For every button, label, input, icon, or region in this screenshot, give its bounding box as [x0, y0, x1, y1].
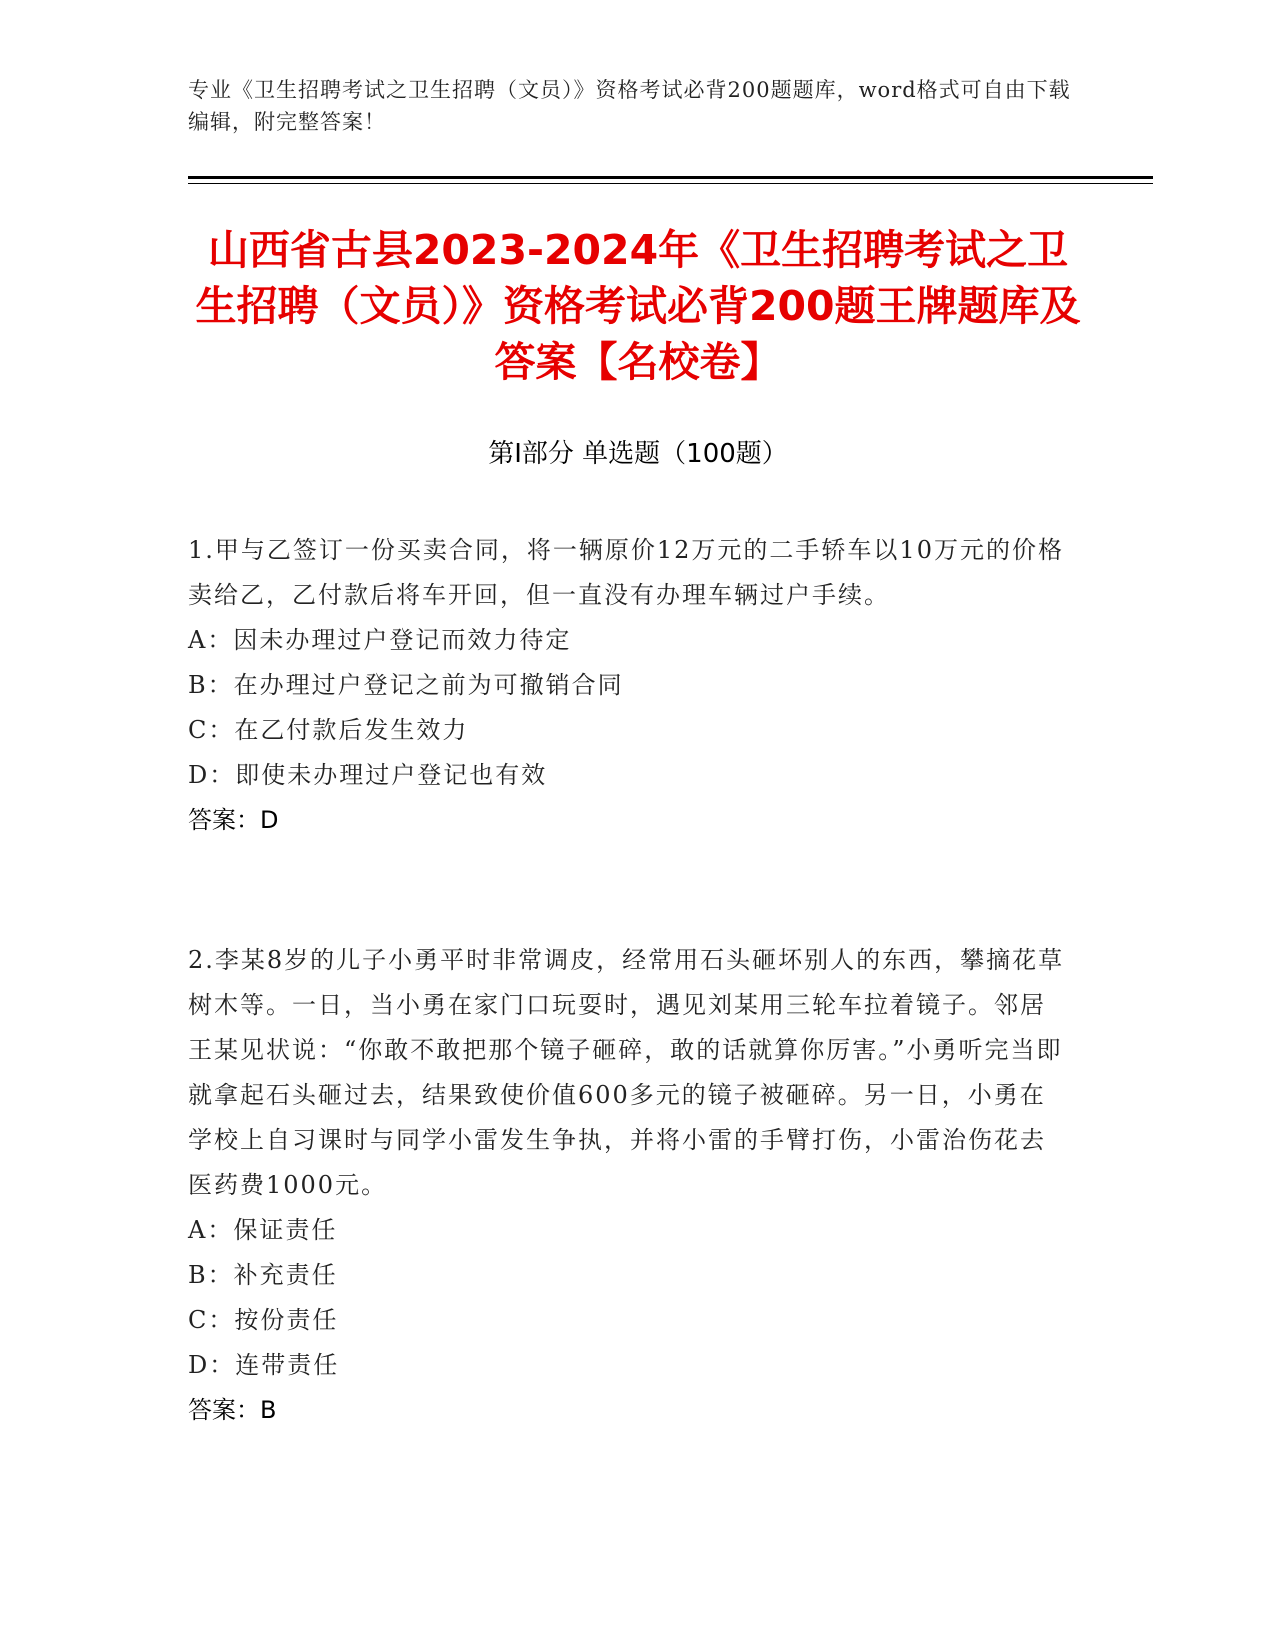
- option-a: A：保证责任: [188, 1216, 338, 1244]
- question-stem: 1.甲与乙签订一份买卖合同，将一辆原价12万元的二手轿车以10万元的价格卖给乙，乙付款后将车开回，但一直没有办理车辆过户手续。: [188, 536, 1064, 609]
- document-title: 山西省古县2023-2024年《卫生招聘考试之卫生招聘（文员）》资格考试必背200题王牌题库及答案【名校卷】: [195, 226, 1081, 386]
- header-divider-thin: [188, 183, 1153, 184]
- question-block: [188, 528, 1068, 843]
- option-b: B：补充责任: [188, 1261, 338, 1289]
- question-block: [188, 938, 1068, 1433]
- section-heading: 第Ⅰ部分 单选题（100题）: [488, 439, 788, 469]
- header-divider-thick: [188, 176, 1153, 179]
- option-a: A：因未办理过户登记而效力待定: [188, 626, 572, 654]
- answer-line: 答案：B: [188, 1396, 277, 1424]
- option-d: D：连带责任: [188, 1351, 340, 1379]
- option-d: D：即使未办理过户登记也有效: [188, 761, 548, 789]
- answer-line: 答案：D: [188, 806, 279, 834]
- option-b: B：在办理过户登记之前为可撤销合同: [188, 671, 624, 699]
- header-note: 专业《卫生招聘考试之卫生招聘（文员）》资格考试必背200题题库，word格式可自由下载编辑，附完整答案！: [188, 78, 1071, 134]
- option-c: C：在乙付款后发生效力: [188, 716, 469, 744]
- question-stem: 2.李某8岁的儿子小勇平时非常调皮，经常用石头砸坏别人的东西，攀摘花草树木等。一日，当小勇在家门口玩耍时，遇见刘某用三轮车拉着镜子。邻居王某见状说：“你敢不敢把那个镜子砸碎，敢的话就算你厉害。”小勇听完当即就拿起石头砸过去，结果致使价值600多元的镜子被砸碎。另一日，小勇在学校上自习课时与同学小雷发生争执，并将小雷的手臂打伤，小雷治伤花去医药费1000元。: [188, 946, 1065, 1199]
- option-c: C：按份责任: [188, 1306, 339, 1334]
